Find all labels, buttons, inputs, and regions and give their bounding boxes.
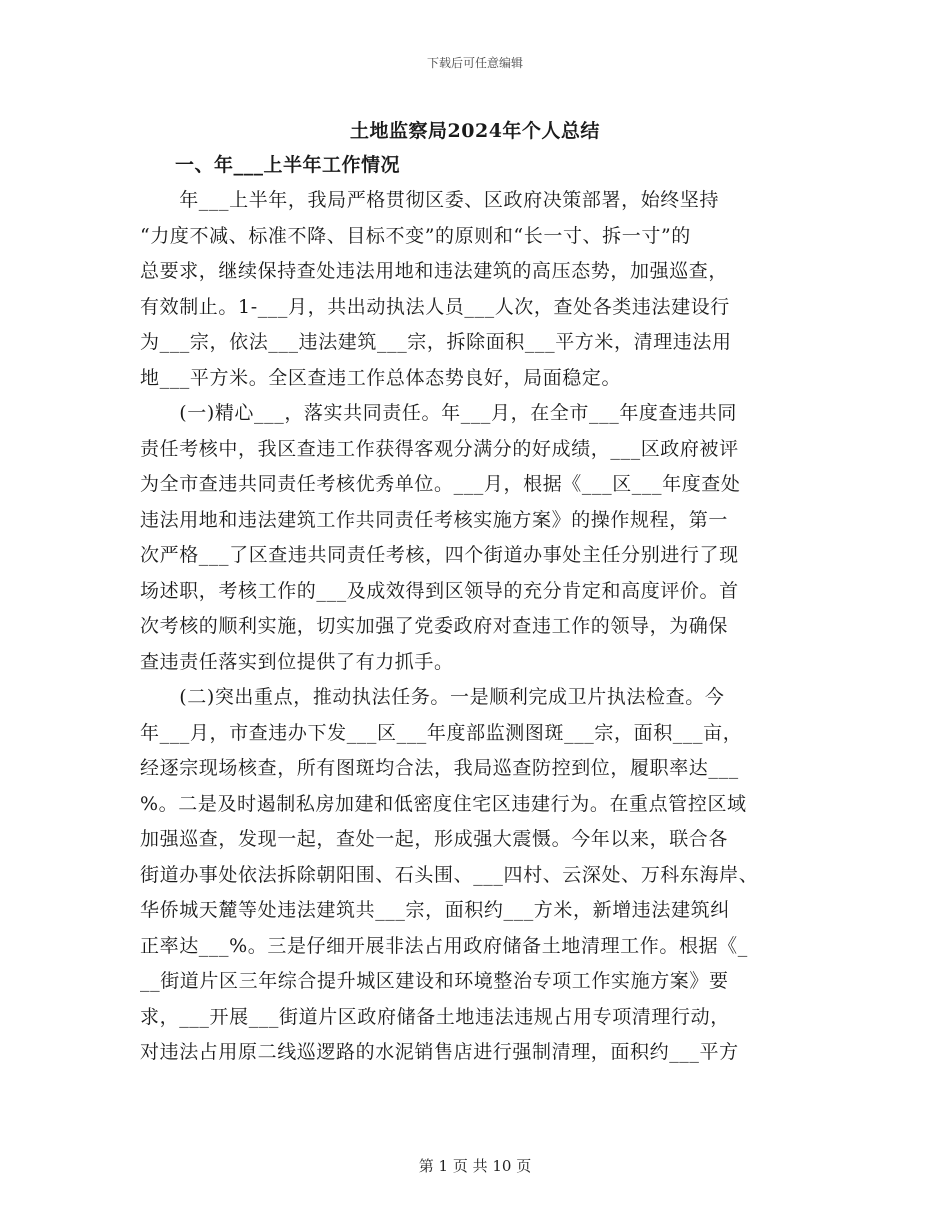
text-line: 华侨城天麓等处违法建筑共___宗，面积约___方米，新增违法建筑纠 bbox=[140, 899, 730, 921]
section-heading: 一、年___上半年工作情况 bbox=[175, 154, 401, 176]
text-line: 加强巡查，发现一起，查处一起，形成强大震慑。今年以来，联合各 bbox=[140, 828, 729, 850]
text-line: 场述职，考核工作的___及成效得到区领导的充分肯定和高度评价。首 bbox=[140, 579, 739, 602]
text-line: 对违法占用原二线巡逻路的水泥销售店进行强制清理，面积约___平方 bbox=[140, 1041, 739, 1063]
text-line: 地___平方米。全区查违工作总体态势良好，局面稳定。 bbox=[140, 366, 622, 389]
text-line: 年___月，市查违办下发___区___年度部监测图斑___宗，面积___亩， bbox=[140, 721, 743, 744]
body-text bbox=[140, 183, 820, 1071]
text-line: 总要求，继续保持查处违法用地和违法建筑的高压态势，加强巡查， bbox=[140, 260, 729, 282]
text-line: 责任考核中，我区查违工作获得客观分满分的好成绩，___区政府被评 bbox=[140, 437, 739, 460]
document-title: 土地监察局2024年个人总结 bbox=[350, 120, 600, 142]
text-line: __街道片区三年综合提升城区建设和环境整治专项工作实施方案》要 bbox=[140, 970, 729, 992]
text-line: “力度不减、标准不降、目标不变”的原则和“长一寸、拆一寸”的 bbox=[140, 224, 691, 247]
text-line: 查违责任落实到位提供了有力抓手。 bbox=[140, 650, 454, 673]
page-footer: 第 1 页 共 10 页 bbox=[418, 1157, 532, 1175]
text-line: 为全市查违共同责任考核优秀单位。___月，根据《___区___年度查处 bbox=[140, 473, 741, 495]
text-line: 有效制止。1-___月，共出动执法人员___人次，查处各类违法建设行 bbox=[140, 295, 730, 318]
text-line: (二)突出重点，推动执法任务。一是顺利完成卫片执法检查。今 bbox=[140, 686, 725, 708]
text-line: 为___宗，依法___违法建筑___宗，拆除面积___平方米，清理违法用 bbox=[140, 331, 732, 353]
header-note: 下载后可任意编辑 bbox=[426, 56, 523, 70]
text-line: 违法用地和违法建筑工作共同责任考核实施方案》的操作规程，第一 bbox=[140, 508, 729, 531]
text-line: 街道办事处依法拆除朝阳围、石头围、___四村、云深处、万科东海岸、 bbox=[140, 863, 759, 886]
text-line: 年___上半年，我局严格贯彻区委、区政府决策部署，始终坚持 bbox=[140, 189, 720, 211]
text-line: 求，___开展___街道片区政府储备土地违法违规占用专项清理行动， bbox=[140, 1005, 730, 1028]
text-line: 次考核的顺利实施，切实加强了党委政府对查违工作的领导，为确保 bbox=[140, 615, 729, 637]
text-line: 正率达___%。三是仔细开展非法占用政府储备土地清理工作。根据《_ bbox=[140, 934, 748, 957]
text-line: %。二是及时遏制私房加建和低密度住宅区违建行为。在重点管控区域 bbox=[140, 792, 747, 815]
text-line: 经逐宗现场核查，所有图斑均合法，我局巡查防控到位，履职率达___ bbox=[140, 757, 739, 779]
text-line: (一)精心___，落实共同责任。年___月，在全市___年度查违共同 bbox=[140, 402, 737, 424]
text-line: 次严格___了区查违共同责任考核，四个街道办事处主任分别进行了现 bbox=[140, 544, 739, 566]
